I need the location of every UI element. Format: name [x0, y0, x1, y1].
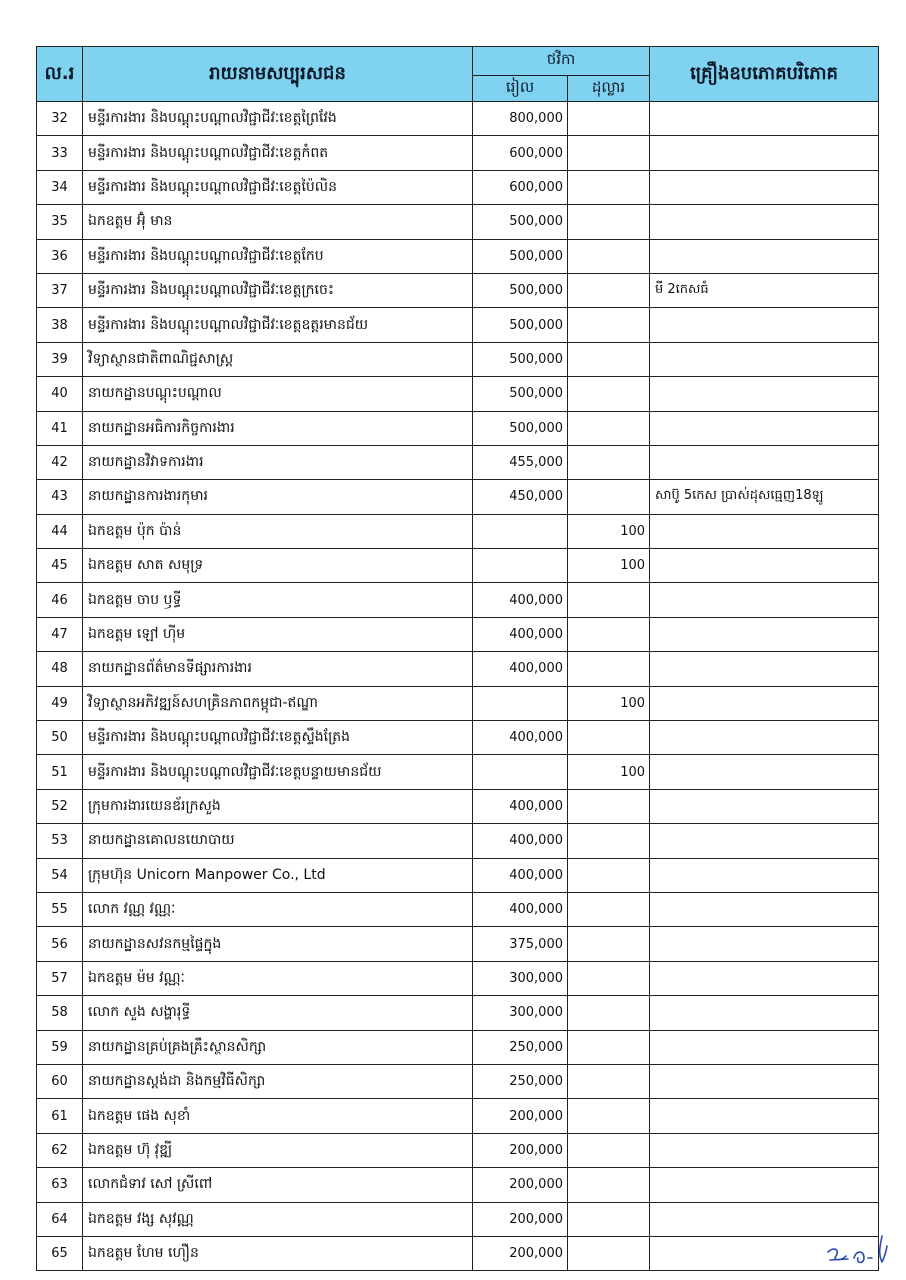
donor-name: មន្ទីរការងារ និងបណ្តុះបណ្តាលវិជ្ជាជីវៈខេត្តក្រចេះ: [83, 273, 473, 307]
row-number: 37: [37, 273, 83, 307]
donor-name: ឯកឧត្តម ចាប ឫទ្ធី: [83, 583, 473, 617]
donor-name: នាយកដ្ឋានសវនកម្មផ្ទៃក្នុង: [83, 927, 473, 961]
donor-name: មន្ទីរការងារ និងបណ្តុះបណ្តាលវិជ្ជាជីវៈខេត្តកំពត: [83, 136, 473, 170]
amount-dollar: 100: [568, 755, 650, 789]
amount-dollar: [568, 892, 650, 926]
row-number: 65: [37, 1236, 83, 1270]
table-row: [37, 102, 879, 136]
table-row: [37, 1168, 879, 1202]
donor-name: ឯកឧត្តម អ៊ុំ មាន: [83, 205, 473, 239]
table-row: [37, 755, 879, 789]
table-row: [37, 686, 879, 720]
materials-note: [650, 1133, 879, 1167]
donor-name: វិទ្យាស្ថានជាតិពាណិជ្ជសាស្ត្រ: [83, 342, 473, 376]
amount-riel: 450,000: [473, 480, 568, 514]
amount-dollar: [568, 1133, 650, 1167]
materials-note: [650, 342, 879, 376]
row-number: 39: [37, 342, 83, 376]
table-row: [37, 858, 879, 892]
table-row: [37, 239, 879, 273]
amount-riel: 800,000: [473, 102, 568, 136]
table-row: [37, 411, 879, 445]
amount-riel: 400,000: [473, 617, 568, 651]
table-row: [37, 170, 879, 204]
amount-dollar: [568, 652, 650, 686]
amount-riel: 500,000: [473, 273, 568, 307]
amount-riel: 200,000: [473, 1202, 568, 1236]
table-row: [37, 377, 879, 411]
row-number: 48: [37, 652, 83, 686]
row-number: 57: [37, 961, 83, 995]
column-header-no: ល.រ: [37, 47, 83, 102]
donor-name: ក្រុមហ៊ុន Unicorn Manpower Co., Ltd: [83, 858, 473, 892]
materials-note: [650, 170, 879, 204]
table-header: [37, 47, 879, 102]
amount-riel: 375,000: [473, 927, 568, 961]
amount-dollar: [568, 136, 650, 170]
amount-dollar: 100: [568, 549, 650, 583]
materials-note: [650, 1168, 879, 1202]
amount-riel: 600,000: [473, 136, 568, 170]
row-number: 38: [37, 308, 83, 342]
donor-name: លោក វណ្ណ វណ្ណៈ: [83, 892, 473, 926]
donor-name: មន្ទីរការងារ និងបណ្តុះបណ្តាលវិជ្ជាជីវៈខេត្តបន្ទាយមានជ័យ: [83, 755, 473, 789]
table-row: [37, 136, 879, 170]
donor-name: មន្ទីរការងារ និងបណ្តុះបណ្តាលវិជ្ជាជីវៈខេត្តឧត្តរមានជ័យ: [83, 308, 473, 342]
materials-note: [650, 961, 879, 995]
amount-dollar: [568, 1168, 650, 1202]
materials-note: [650, 892, 879, 926]
amount-dollar: [568, 1099, 650, 1133]
row-number: 59: [37, 1030, 83, 1064]
materials-note: [650, 1099, 879, 1133]
amount-dollar: [568, 1030, 650, 1064]
donor-name: ឯកឧត្តម ម៉ម វណ្ណៈ: [83, 961, 473, 995]
row-number: 36: [37, 239, 83, 273]
amount-dollar: [568, 411, 650, 445]
amount-dollar: 100: [568, 514, 650, 548]
donor-name: នាយកដ្ឋានគ្រប់គ្រងគ្រឹះស្ថានសិក្សា: [83, 1030, 473, 1064]
amount-dollar: [568, 170, 650, 204]
amount-riel: 400,000: [473, 824, 568, 858]
row-number: 60: [37, 1064, 83, 1098]
amount-dollar: [568, 1236, 650, 1270]
amount-riel: [473, 755, 568, 789]
table-row: [37, 789, 879, 823]
amount-riel: [473, 549, 568, 583]
table-row: [37, 1133, 879, 1167]
column-header-materials: គ្រឿងឧបភោគបរិភោគ: [650, 47, 879, 102]
materials-note: [650, 1064, 879, 1098]
donor-name: ក្រុមការងារយេនឌ័រក្រសួង: [83, 789, 473, 823]
row-number: 64: [37, 1202, 83, 1236]
column-header-name: រាយនាមសប្បុរសជន: [83, 47, 473, 102]
materials-note: [650, 789, 879, 823]
materials-note: [650, 721, 879, 755]
amount-riel: 200,000: [473, 1133, 568, 1167]
donor-name: ឯកឧត្តម ឡៅ ហ៊ីម: [83, 617, 473, 651]
table-row: [37, 514, 879, 548]
table-row: [37, 617, 879, 651]
row-number: 35: [37, 205, 83, 239]
donor-name: ឯកឧត្តម ផេង សុខាំ: [83, 1099, 473, 1133]
table-row: [37, 205, 879, 239]
amount-riel: 455,000: [473, 445, 568, 479]
amount-riel: 500,000: [473, 205, 568, 239]
amount-riel: 250,000: [473, 1030, 568, 1064]
donor-name: លោកជំទាវ សៅ ស្រីពៅ: [83, 1168, 473, 1202]
table-row: [37, 652, 879, 686]
donor-name: នាយកដ្ឋានការងារកុមារ: [83, 480, 473, 514]
table-row: [37, 892, 879, 926]
amount-dollar: [568, 342, 650, 376]
amount-riel: 200,000: [473, 1099, 568, 1133]
amount-dollar: [568, 996, 650, 1030]
amount-dollar: [568, 927, 650, 961]
table-row: [37, 721, 879, 755]
materials-note: [650, 824, 879, 858]
table-row: [37, 308, 879, 342]
donor-name: នាយកដ្ឋានអធិការកិច្ចការងារ: [83, 411, 473, 445]
row-number: 45: [37, 549, 83, 583]
table-row: [37, 927, 879, 961]
table-row: [37, 549, 879, 583]
amount-dollar: [568, 1202, 650, 1236]
amount-riel: 400,000: [473, 789, 568, 823]
materials-note: [650, 755, 879, 789]
amount-dollar: [568, 721, 650, 755]
materials-note: [650, 445, 879, 479]
materials-note: [650, 927, 879, 961]
donor-name: មន្ទីរការងារ និងបណ្តុះបណ្តាលវិជ្ជាជីវៈខេត្តព្រៃវែង: [83, 102, 473, 136]
amount-riel: 300,000: [473, 961, 568, 995]
donor-name: ឯកឧត្តម សាត សមុទ្រ: [83, 549, 473, 583]
row-number: 32: [37, 102, 83, 136]
table-row: [37, 1030, 879, 1064]
materials-note: [650, 411, 879, 445]
amount-dollar: [568, 205, 650, 239]
amount-dollar: 100: [568, 686, 650, 720]
materials-note: មី 2កេសធំ: [650, 273, 879, 307]
amount-riel: 500,000: [473, 411, 568, 445]
amount-riel: 500,000: [473, 308, 568, 342]
amount-riel: [473, 514, 568, 548]
donor-name: ឯកឧត្តម វង្ស សុវណ្ណ: [83, 1202, 473, 1236]
materials-note: [650, 136, 879, 170]
materials-note: [650, 996, 879, 1030]
amount-riel: 500,000: [473, 377, 568, 411]
materials-note: [650, 308, 879, 342]
amount-dollar: [568, 445, 650, 479]
donor-name: មន្ទីរការងារ និងបណ្តុះបណ្តាលវិជ្ជាជីវៈខេត្តស្ទឹងត្រែង: [83, 721, 473, 755]
amount-riel: 400,000: [473, 721, 568, 755]
donor-name: ឯកឧត្តម ហែម ហឿន: [83, 1236, 473, 1270]
table-row: [37, 961, 879, 995]
amount-dollar: [568, 961, 650, 995]
amount-dollar: [568, 583, 650, 617]
materials-note: [650, 686, 879, 720]
amount-riel: 500,000: [473, 239, 568, 273]
amount-dollar: [568, 239, 650, 273]
materials-note: [650, 583, 879, 617]
amount-riel: 400,000: [473, 892, 568, 926]
donor-name: លោក សួង សង្ហារុទ្ធី: [83, 996, 473, 1030]
materials-note: [650, 652, 879, 686]
amount-dollar: [568, 377, 650, 411]
donor-name: នាយកដ្ឋានគោលនយោបាយ: [83, 824, 473, 858]
amount-dollar: [568, 308, 650, 342]
amount-riel: 250,000: [473, 1064, 568, 1098]
column-header-dollar: ដុល្លារ: [568, 76, 650, 102]
table-row: [37, 1202, 879, 1236]
amount-riel: 400,000: [473, 652, 568, 686]
table-row: [37, 583, 879, 617]
amount-riel: 400,000: [473, 583, 568, 617]
column-header-riel: រៀល: [473, 76, 568, 102]
table-row: [37, 1099, 879, 1133]
materials-note: [650, 205, 879, 239]
amount-riel: 500,000: [473, 342, 568, 376]
row-number: 43: [37, 480, 83, 514]
row-number: 42: [37, 445, 83, 479]
row-number: 58: [37, 996, 83, 1030]
row-number: 56: [37, 927, 83, 961]
donor-name: នាយកដ្ឋានស្តង់ដា និងកម្មវិធីសិក្សា: [83, 1064, 473, 1098]
row-number: 41: [37, 411, 83, 445]
row-number: 53: [37, 824, 83, 858]
donor-name: នាយកដ្ឋានវិវាទការងារ: [83, 445, 473, 479]
table-row: [37, 445, 879, 479]
column-header-cash: ថវិកា: [473, 47, 650, 76]
amount-riel: 400,000: [473, 858, 568, 892]
donor-name: នាយកដ្ឋានព័ត៌មានទីផ្សារការងារ: [83, 652, 473, 686]
donor-name: វិទ្យាស្ថានអភិវឌ្ឍន៍សហគ្រិនភាពកម្ពុជា-ឥណ្ឌា: [83, 686, 473, 720]
materials-note: [650, 377, 879, 411]
row-number: 46: [37, 583, 83, 617]
amount-riel: 200,000: [473, 1168, 568, 1202]
donor-name: មន្ទីរការងារ និងបណ្តុះបណ្តាលវិជ្ជាជីវៈខេត្តប៉ៃលិន: [83, 170, 473, 204]
amount-dollar: [568, 858, 650, 892]
row-number: 63: [37, 1168, 83, 1202]
materials-note: [650, 102, 879, 136]
row-number: 34: [37, 170, 83, 204]
amount-riel: 600,000: [473, 170, 568, 204]
materials-note: សាប៊ូ 5កេស ប្រាស់ដុសធ្មេញ18ឡូ: [650, 480, 879, 514]
materials-note: [650, 514, 879, 548]
donor-name: ឯកឧត្តម ប៉ុក ប៉ាន់: [83, 514, 473, 548]
row-number: 40: [37, 377, 83, 411]
amount-dollar: [568, 617, 650, 651]
donor-name: មន្ទីរការងារ និងបណ្តុះបណ្តាលវិជ្ជាជីវៈខេត្តកែប: [83, 239, 473, 273]
amount-dollar: [568, 102, 650, 136]
row-number: 49: [37, 686, 83, 720]
amount-dollar: [568, 273, 650, 307]
amount-dollar: [568, 824, 650, 858]
row-number: 51: [37, 755, 83, 789]
row-number: 33: [37, 136, 83, 170]
table-row: [37, 1064, 879, 1098]
amount-riel: 300,000: [473, 996, 568, 1030]
table-row: [37, 273, 879, 307]
row-number: 61: [37, 1099, 83, 1133]
donor-list-page: [36, 46, 878, 1271]
table-row: [37, 824, 879, 858]
amount-dollar: [568, 480, 650, 514]
row-number: 44: [37, 514, 83, 548]
materials-note: [650, 239, 879, 273]
materials-note: [650, 617, 879, 651]
amount-dollar: [568, 789, 650, 823]
donor-table: [36, 46, 879, 1271]
amount-dollar: [568, 1064, 650, 1098]
row-number: 52: [37, 789, 83, 823]
amount-riel: 200,000: [473, 1236, 568, 1270]
row-number: 62: [37, 1133, 83, 1167]
materials-note: [650, 858, 879, 892]
table-row: [37, 996, 879, 1030]
row-number: 55: [37, 892, 83, 926]
signature-initials: [824, 1228, 894, 1272]
table-row: [37, 480, 879, 514]
row-number: 54: [37, 858, 83, 892]
amount-riel: [473, 686, 568, 720]
materials-note: [650, 1030, 879, 1064]
row-number: 47: [37, 617, 83, 651]
table-body: [37, 102, 879, 1271]
table-row: [37, 1236, 879, 1270]
donor-name: នាយកដ្ឋានបណ្តុះបណ្តាល: [83, 377, 473, 411]
donor-name: ឯកឧត្តម ហ៊ុ វុឌ្ឍី: [83, 1133, 473, 1167]
row-number: 50: [37, 721, 83, 755]
table-row: [37, 342, 879, 376]
materials-note: [650, 549, 879, 583]
